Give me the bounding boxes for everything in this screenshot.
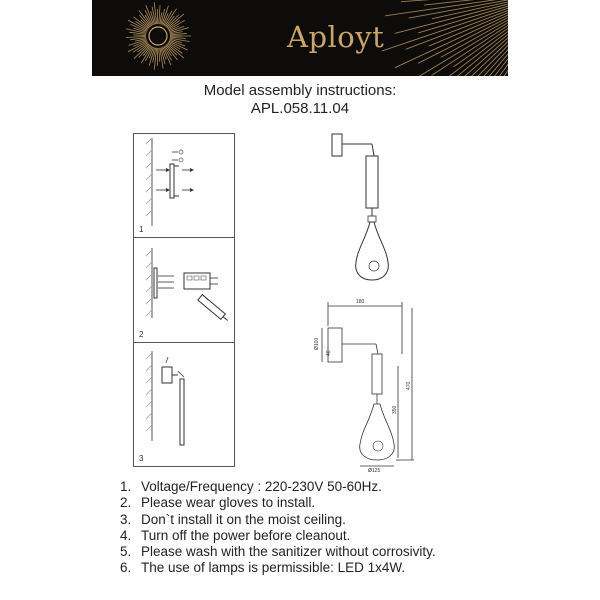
step-panel-3: [134, 343, 234, 466]
instruction-notes: [120, 479, 436, 577]
mounting-bracket-illustration: [134, 134, 234, 237]
step-panel-1: [134, 134, 234, 238]
dimension-view: [322, 302, 414, 466]
brand-banner: [92, 0, 508, 76]
brand-name: Aployt: [287, 20, 385, 54]
shade-diameter-label: Ø125: [368, 468, 381, 473]
shade-height-label: 350: [392, 405, 398, 414]
step-number: 1: [139, 225, 144, 234]
list-item: 3. Don`t install it on the moist ceiling.: [120, 511, 346, 527]
width-label: 180: [356, 299, 365, 305]
step-number: 2: [139, 330, 144, 339]
total-height-label: 470: [406, 381, 412, 390]
step-number: 3: [139, 454, 144, 463]
fixture-hanging-illustration: [134, 343, 234, 466]
list-item: 5. Please wash with the sanitizer without corrosivity.: [120, 544, 436, 560]
base-diameter-label: Ø100: [314, 337, 320, 350]
assembly-steps: [133, 133, 235, 467]
list-item: 1. Voltage/Frequency : 220-230V 50-60Hz.: [120, 479, 382, 494]
page-title: [0, 82, 600, 118]
product-view: [332, 134, 388, 280]
list-item: 6. The use of lamps is permissible: LED 1x4W.: [120, 560, 406, 576]
base-depth-label: 40: [326, 350, 332, 356]
list-item: 2. Please wear gloves to install.: [120, 495, 316, 511]
title-line: Model assembly instructions:: [203, 82, 397, 99]
dimension-drawing: [290, 128, 430, 473]
model-number: APL.058.11.04: [250, 100, 350, 117]
wiring-illustration: [134, 238, 234, 342]
list-item: 4. Turn off the power before cleanout.: [120, 527, 351, 543]
step-panel-2: [134, 238, 234, 343]
